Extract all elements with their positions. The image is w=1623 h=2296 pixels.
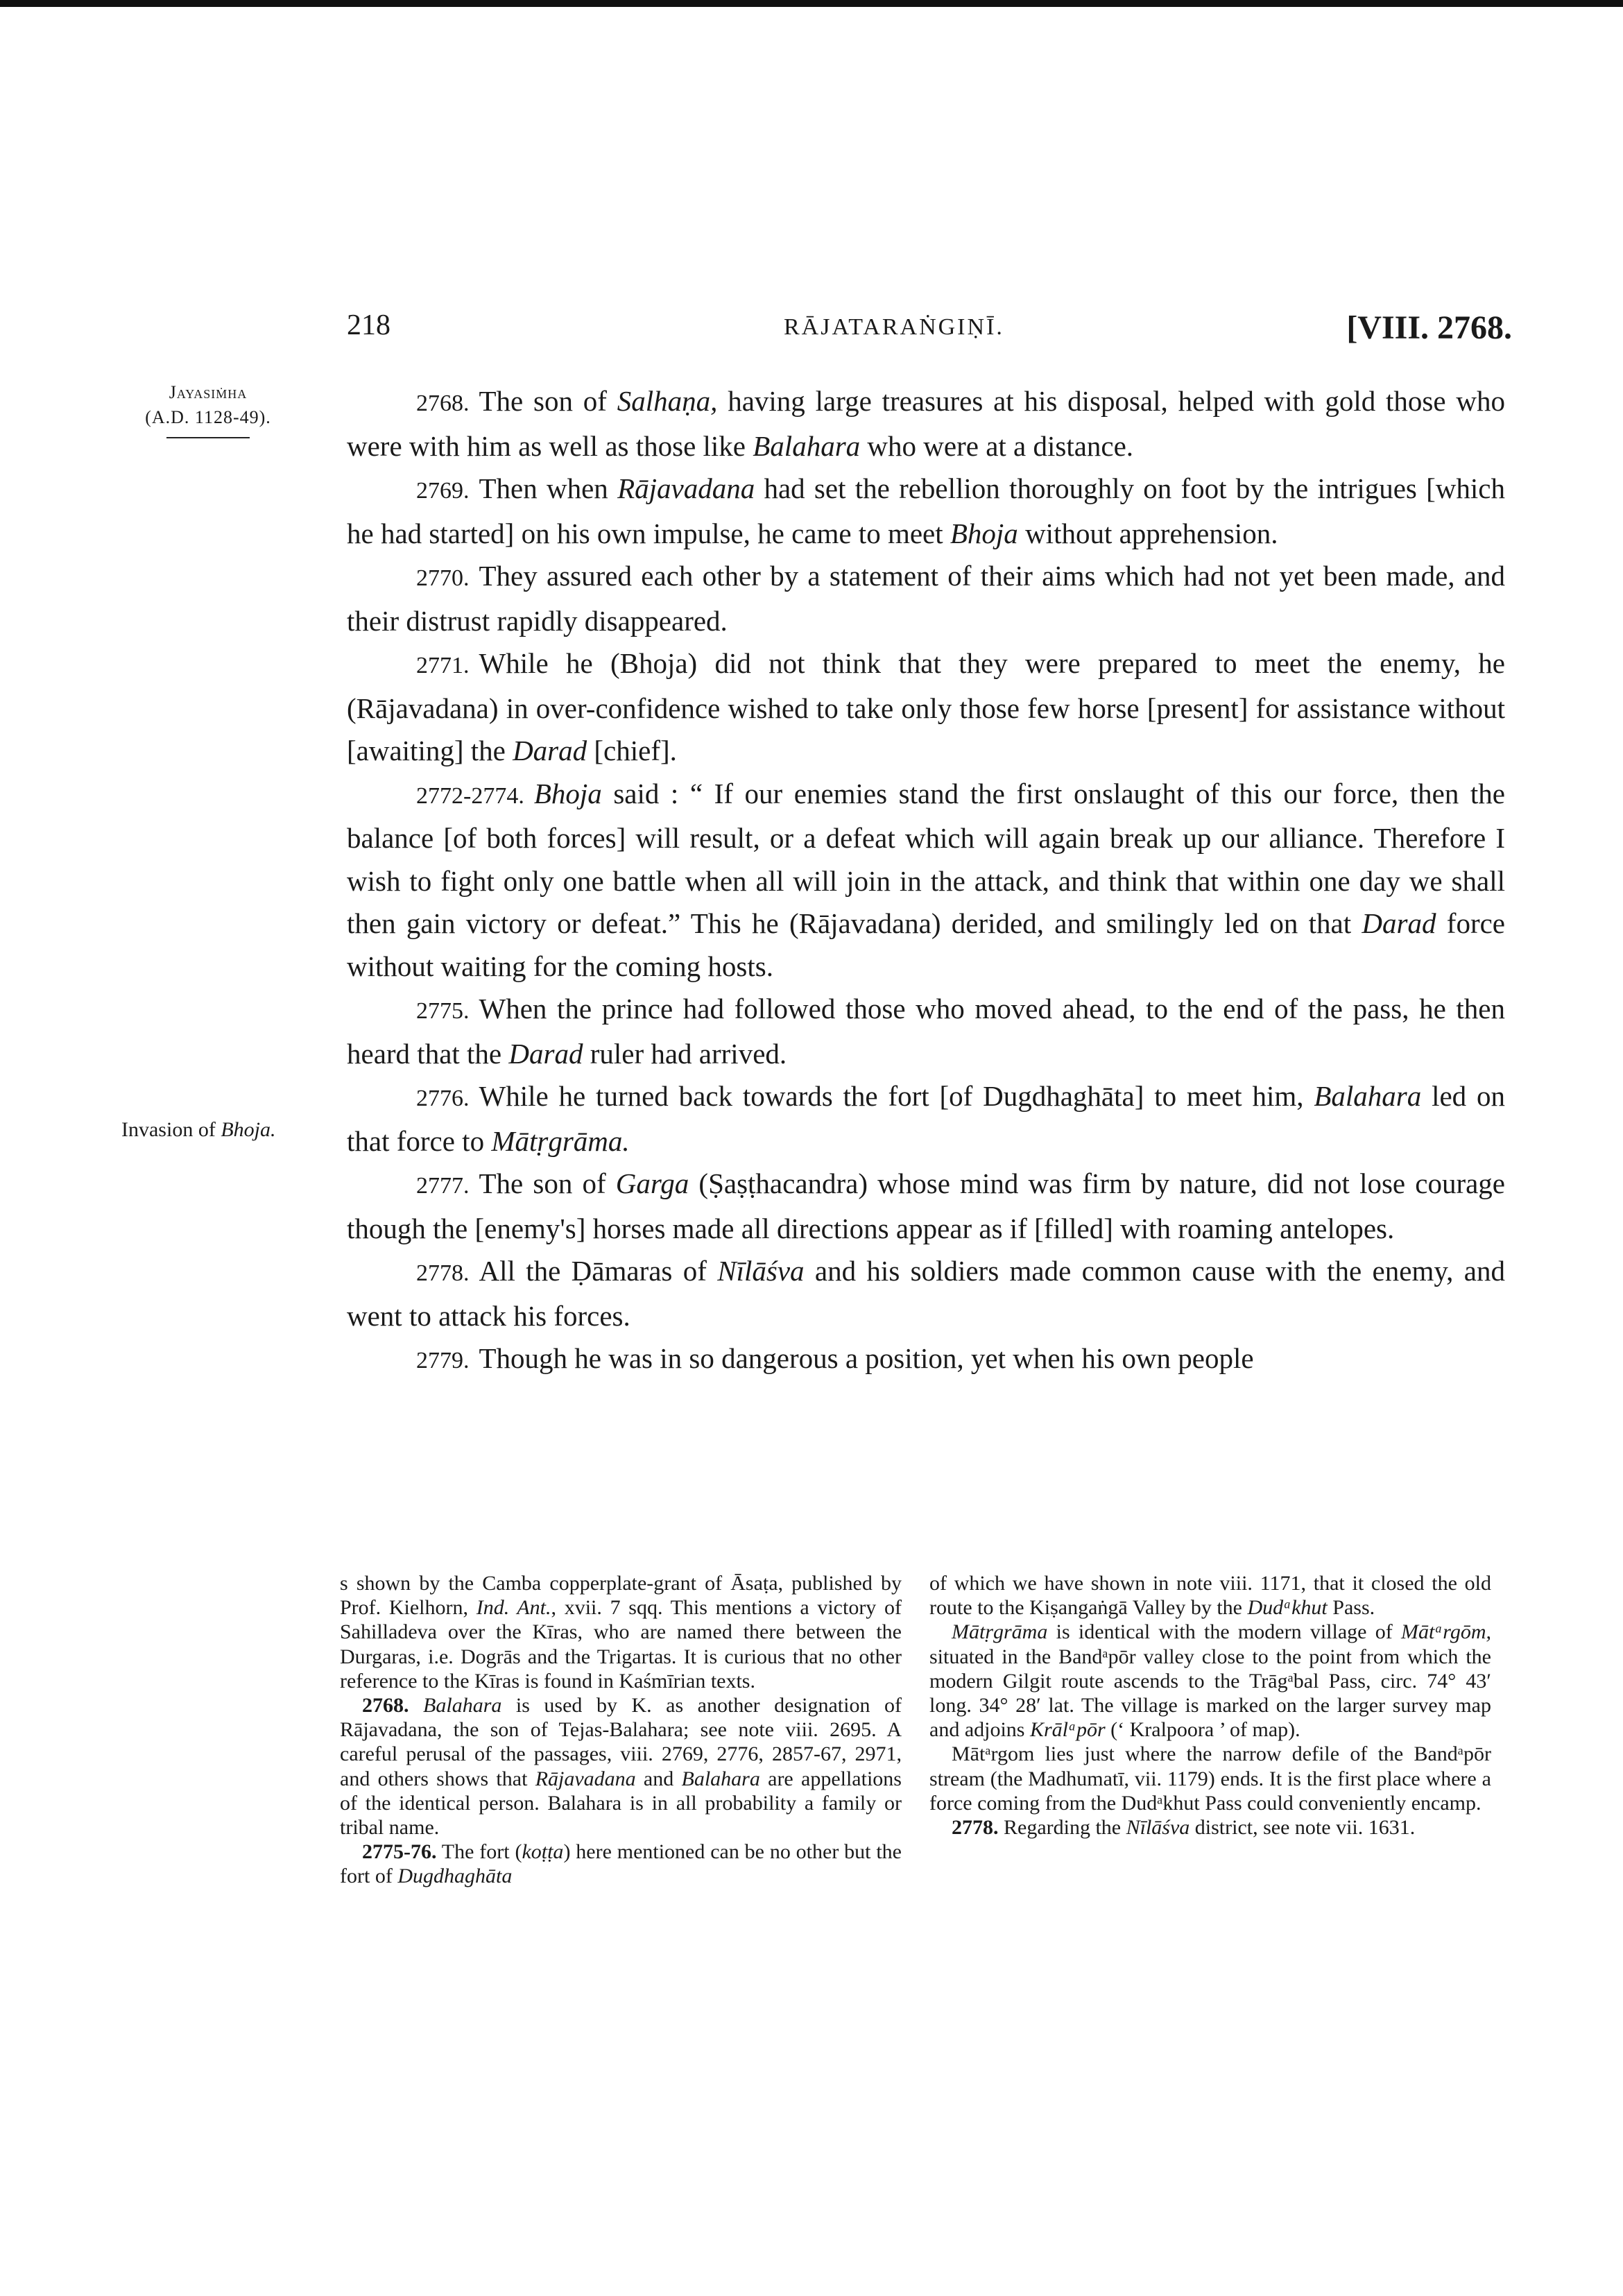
ruler-dates: (A.D. 1128-49). <box>145 407 271 427</box>
verse-2775: 2775. When the prince had followed those who moved ahead, to the end of the pass, he then heard that the Darad ruler had arrived. <box>347 993 1505 1070</box>
main-text <box>347 380 1505 1382</box>
footnote-matrgrama: Mātṛgrāma is identical with the modern village of Mātᵃrgōm, situated in the Bandᵃpōr valley close to the point from which the modern Gilgit route ascends to the Trāgᵃbal Pass, circ. 74° 43′ long. 34° 28′ lat. The village is marked on the larger survey map and adjoins Krālᵃpōr (‘ Kralpoora ’ of map). <box>929 1620 1491 1742</box>
footnote-continued-right: of which we have shown in note viii. 1171, that it closed the old route to the Kiṣangaṅgā Valley by the Dudᵃkhut Pass. <box>929 1572 1491 1620</box>
margin-heading-invasion: Invasion of Bhoja. <box>121 1118 276 1141</box>
margin-rule <box>166 437 250 438</box>
top-border <box>0 0 1623 7</box>
verse-2778: 2778. All the Ḍāmaras of Nīlāśva and his soldiers made common cause with the enemy, and went to attack his forces. <box>347 1255 1505 1332</box>
footnote-2775-76: 2775-76. The fort (koṭṭa) here mentioned can be no other but the fort of Dugdhaghāta <box>340 1840 902 1888</box>
verse-2772-2774: 2772-2774. Bhoja said : “ If our enemies stand the first onslaught of this our force, then the balance [of both forces] will result, or a defeat which will again break up our alliance. Therefore I wish to fight only one battle when all will join in the attack, and think that within one day we shall then gain victory or defeat.” This he (Rājavadana) derided, and smilingly led on that Darad force without waiting for the coming hosts. <box>347 777 1505 982</box>
verse-2769: 2769. Then when Rājavadana had set the rebellion thoroughly on foot by the intrigues [which he had started] on his own impulse, he came to meet Bhoja without apprehension. <box>347 472 1506 549</box>
footnote-matargom: Mātᵃrgom lies just where the narrow defile of the Bandᵃpōr stream (the Madhumatī, vii. 1179) ends. It is the first place where a force coming from the Dudᵃkhut Pass could conveniently encamp. <box>929 1742 1491 1815</box>
verse-2771: 2771. While he (Bhoja) did not think that they were prepared to meet the enemy, he (Rājavadana) in over-confidence wished to take only those few horse [present] for assistance without [awaiting] the Darad [chief]. <box>347 647 1505 766</box>
page-number: 218 <box>347 309 390 341</box>
footnotes-left-column <box>340 1571 902 1889</box>
verse-2776: 2776. While he turned back towards the fort [of Dugdhaghāta] to meet him, Balahara led on that force to Mātṛgrāma. <box>347 1080 1505 1157</box>
verse-2777: 2777. The son of Garga (Ṣaṣṭhacandra) whose mind was firm by nature, did not lose courage though the [enemy's] horses made all directions appear as if [filled] with roaming antelopes. <box>347 1167 1505 1244</box>
footnote-2778: 2778. Regarding the Nīlāśva district, see note vii. 1631. <box>952 1816 1416 1840</box>
footnote-2768: 2768. Balahara is used by K. as another designation of Rājavadana, the son of Tejas-Balahara; see note viii. 2695. A careful perusal of the passages, viii. 2769, 2776, 2857-67, 2971, and others shows that Rājavadana and Balahara are appellations of the identical person. Balahara is in all probability a family or tribal name. <box>340 1694 902 1840</box>
footnote-continued: s shown by the Camba copperplate-grant of Āsaṭa, published by Prof. Kielhorn, Ind. Ant., xvii. 7 sqq. This mentions a victory of Sahilladeva over the Kīras, who are named there between the Durgaras, i.e. Dogrās and the Trigartas. It is curious that no other reference to the Kīras is found in Kaśmīrian texts. <box>340 1572 902 1693</box>
footnotes-right-column <box>929 1571 1491 1840</box>
section-reference: [VIII. 2768. <box>1346 309 1512 346</box>
verse-2779: 2779. Though he was in so dangerous a position, yet when his own people <box>416 1342 1254 1374</box>
verse-2770: 2770. They assured each other by a statement of their aims which had not yet been made, and their distrust rapidly disappeared. <box>347 560 1505 637</box>
verse-2768: 2768. The son of Salhaṇa, having large treasures at his disposal, helped with gold those who were with him as well as those like Balahara who were at a distance. <box>347 385 1505 462</box>
ruler-name: Jayasiṁha <box>169 382 248 402</box>
page-header <box>347 309 1512 350</box>
margin-ruler-note <box>104 380 312 438</box>
running-title: RĀJATARAṄGIṆĪ. <box>784 314 1004 340</box>
